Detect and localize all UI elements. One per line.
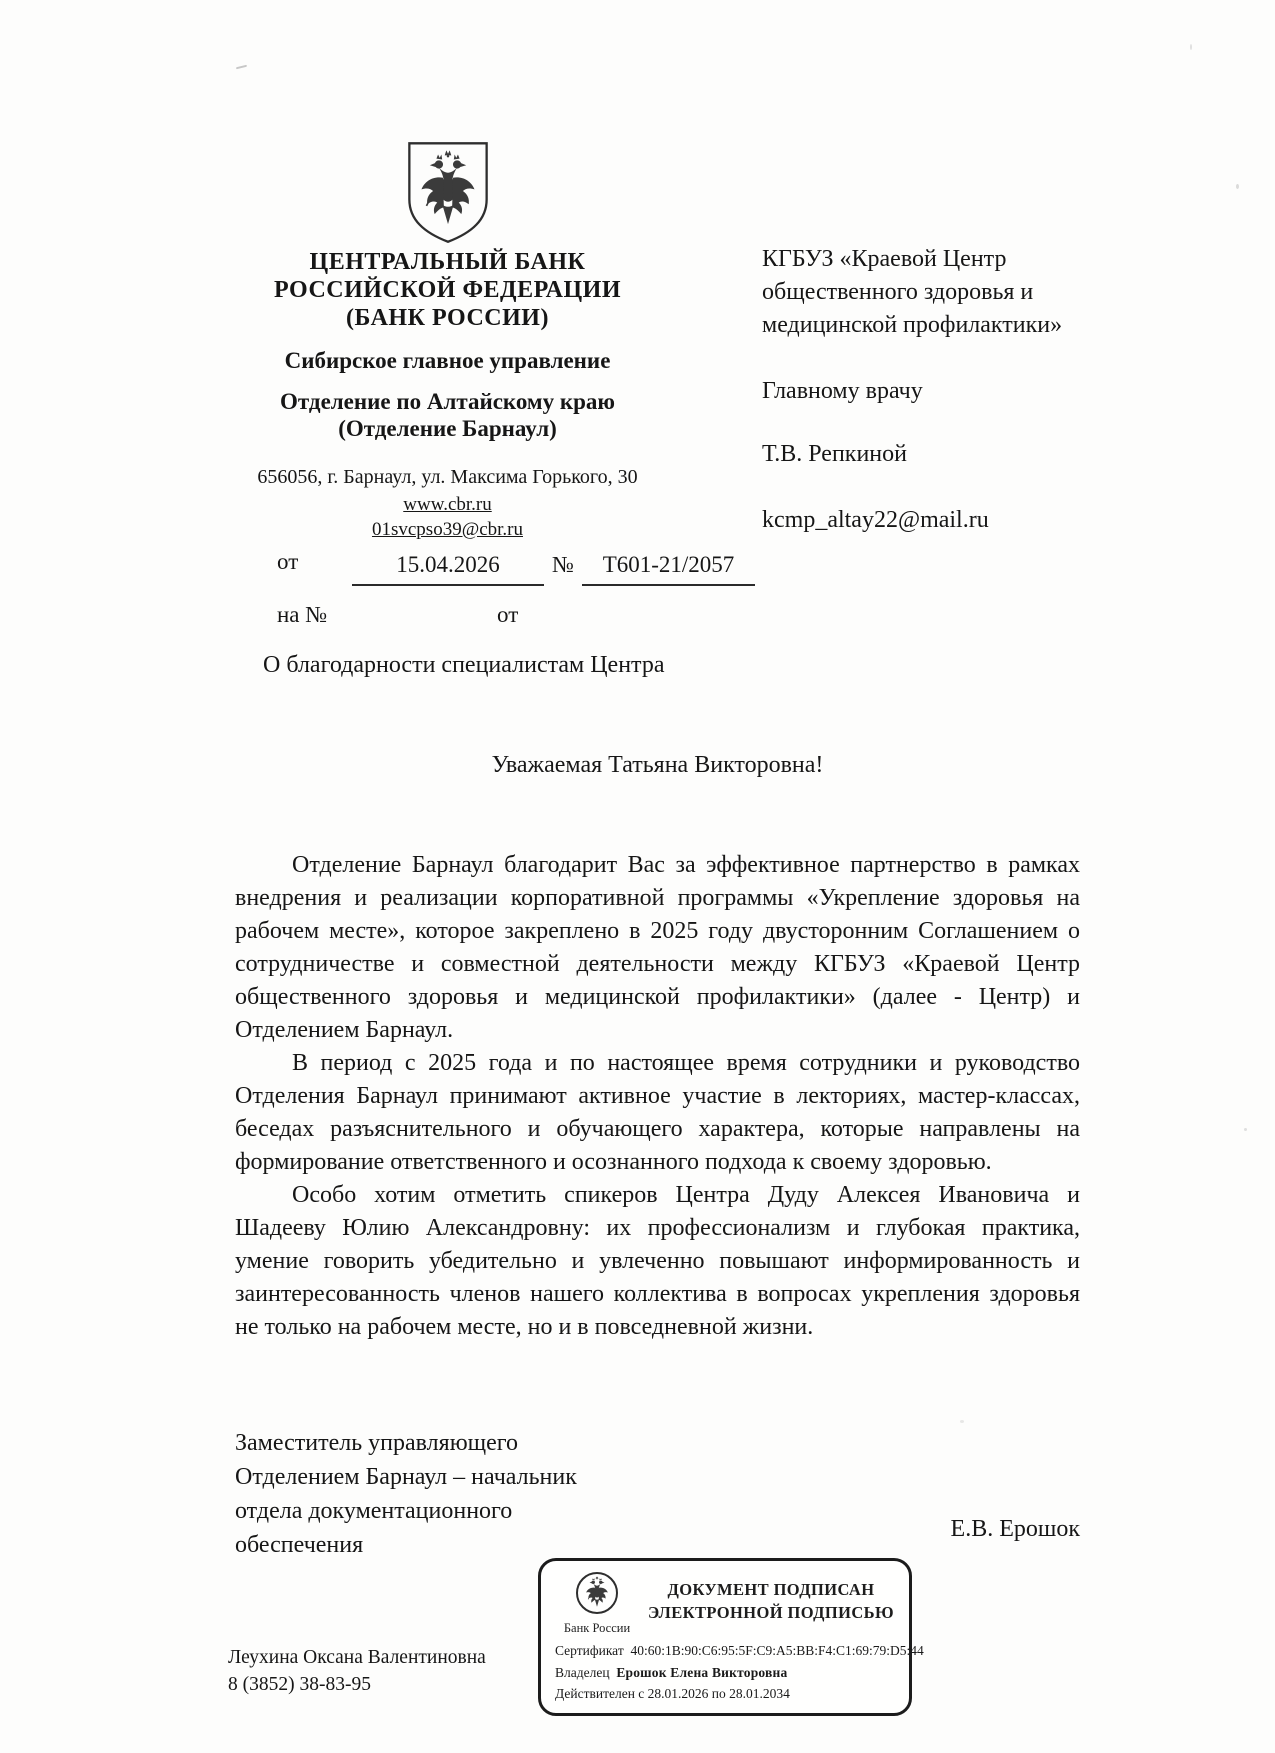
scan-speckle — [960, 1420, 964, 1423]
stamp-title-line: ДОКУМЕНТ ПОДПИСАН — [667, 1580, 875, 1599]
scan-speckle — [236, 65, 247, 70]
stamp-title-line: ЭЛЕКТРОННОЙ ПОДПИСЬЮ — [648, 1603, 894, 1622]
branch-name-line: Отделение по Алтайскому краю — [280, 389, 615, 414]
signer-position-line: Заместитель управляющего — [235, 1430, 518, 1456]
stamp-title — [639, 1578, 903, 1624]
executor-name: Леухина Оксана Валентиновна — [228, 1647, 486, 1668]
bank-logo-icon — [575, 1571, 619, 1615]
stamp-certificate — [555, 1643, 924, 1659]
body-paragraph: В период с 2025 года и по настоящее время сотрудники и руководство Отделения Барнаул принимают активное участие в лекториях, мастер-классах, беседах разъяснительного и обучающего характера, которые направлены на формирование ответственного и осознанного подхода к своему здоровью. — [235, 1050, 1080, 1175]
subject-line: О благодарности специалистам Центра — [263, 652, 665, 678]
body-paragraph: Особо хотим отметить спикеров Центра Дуду Алексея Ивановича и Шадееву Юлию Александровну: их профессионализм и глубокая практика, умение говорить убедительно и увлеченно повышают информированность и заинтересованность членов нашего коллектива в вопросах укрепления здоровья не только на рабочем месте, но и в повседневной жизни. — [235, 1182, 1080, 1340]
email-link: 01svcpso39@cbr.ru — [371, 519, 523, 540]
scan-speckle — [1190, 44, 1192, 50]
recipient-org-line: медицинской профилактики» — [762, 312, 1063, 338]
stamp-certificate-label: Сертификат — [555, 1643, 624, 1658]
digital-signature-stamp — [538, 1558, 924, 1716]
bank-logo-label: Банк России — [563, 1621, 631, 1635]
recipient-org-line: общественного здоровья и — [762, 279, 1034, 305]
signer-position-line: обеспечения — [235, 1532, 364, 1558]
signer-name: Е.В. Ерошок — [950, 1516, 1080, 1542]
scan-speckle — [1244, 1128, 1247, 1131]
executor-contact — [228, 1644, 486, 1698]
stamp-owner-label: Владелец — [555, 1665, 610, 1680]
ref-number-sign: № — [552, 552, 574, 577]
bank-name-line: РОССИЙСКОЙ ФЕДЕРАЦИИ — [273, 277, 622, 303]
executor-phone: 8 (3852) 38-83-95 — [228, 1674, 371, 1695]
bank-name-line: ЦЕНТРАЛЬНЫЙ БАНК — [309, 249, 586, 275]
letter-body — [235, 849, 1080, 1344]
recipient-position: Главному врачу — [762, 378, 923, 404]
postal-address: 656056, г. Барнаул, ул. Максима Горького, 30 — [257, 466, 638, 488]
division-name: Сибирское главное управление — [284, 348, 611, 373]
branch-name-line: (Отделение Барнаул) — [338, 416, 557, 441]
body-paragraph: Отделение Барнаул благодарит Вас за эффективное партнерство в рамках внедрения и реализации корпоративной программы «Укрепление здоровья на рабочем месте», которое закреплено в 2025 году двусторонним Соглашением о сотрудничестве и совместной деятельности между КГБУЗ «Краевой Центр общественного здоровья и медицинской профилактики» (далее - Центр) и Отделением Барнаул. — [235, 852, 1080, 1043]
stamp-owner — [555, 1665, 787, 1681]
stamp-owner-name: Ерошок Елена Викторовна — [616, 1665, 788, 1680]
branch-name — [255, 388, 640, 442]
stamp-validity: Действителен с 28.01.2026 по 28.01.2034 — [555, 1686, 790, 1701]
signer-position-line: отдела документационного — [235, 1498, 513, 1524]
signer-position-line: Отделением Барнаул – начальник — [235, 1464, 577, 1490]
bank-logo — [559, 1571, 635, 1636]
recipient-block — [762, 243, 1097, 537]
letterhead — [255, 140, 640, 541]
scan-speckle — [1236, 184, 1239, 189]
ref-reply-from-label: от — [497, 602, 519, 627]
recipient-org-line: КГБУЗ «Краевой Центр — [762, 246, 1007, 272]
salutation: Уважаемая Татьяна Викторовна! — [491, 752, 824, 778]
coat-of-arms-icon — [402, 140, 494, 246]
ref-date-value: 15.04.2026 — [352, 552, 544, 586]
ref-reply-label: на № — [277, 602, 328, 627]
website-link: www.cbr.ru — [403, 494, 492, 515]
recipient-email: kcmp_altay22@mail.ru — [762, 507, 989, 533]
ref-from-label: от — [277, 549, 299, 574]
recipient-name: Т.В. Репкиной — [762, 441, 907, 467]
signer-position — [235, 1426, 675, 1562]
bank-name — [255, 248, 640, 332]
bank-name-line: (БАНК РОССИИ) — [346, 305, 549, 331]
ref-number-value: Т601-21/2057 — [582, 552, 755, 586]
stamp-certificate-value: 40:60:1B:90:C6:95:5F:C9:A5:BB:F4:C1:69:79:D5:44 — [630, 1643, 924, 1658]
